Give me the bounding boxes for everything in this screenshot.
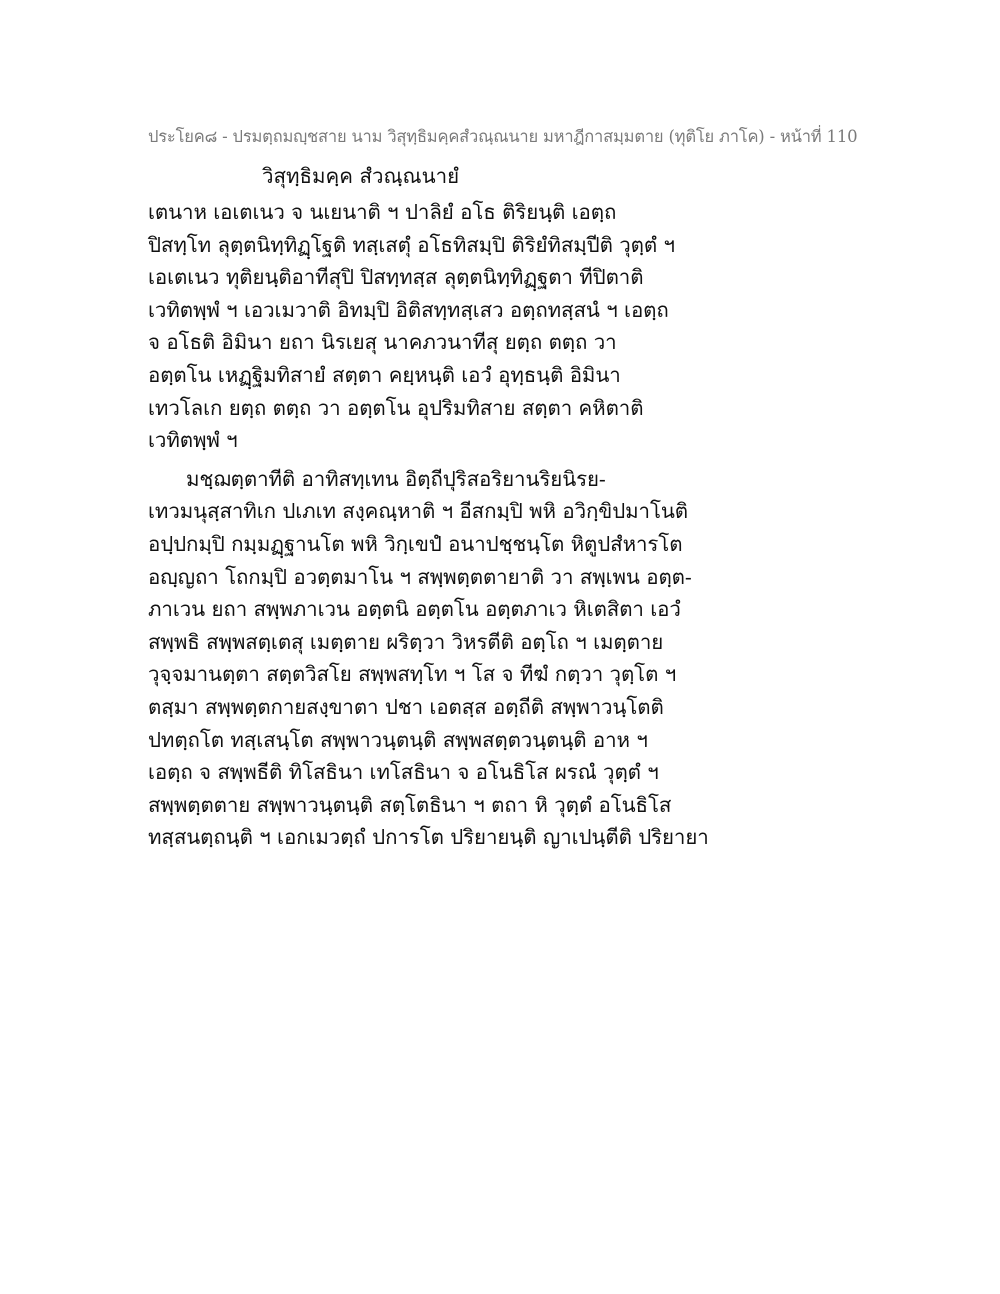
paragraph-2 — [148, 463, 708, 854]
text-line: เอเตเนว ทุติยนฺติอาทีสุปิ ปิสทฺทสฺส ลุตฺตนิทฺทิฏฺฐตา ทีปิตาติ — [148, 265, 644, 290]
text-line: จ อโธติ อิมินา ยถา นิรเยสุ นาคภวนาทีสุ ยตฺถ ตตฺถ วา — [148, 330, 617, 355]
text-line: เทวมนุสฺสาทิเก ปเภเท สงฺคณฺหาติ ฯ อีสกมฺปิ พหิ อวิกฺขิปมาโนติ — [148, 499, 688, 524]
text-line: ตสฺมา สพฺพตฺตกายสงฺขาตา ปชา เอตสฺส อตฺถีติ สพฺพาวนฺโตติ — [148, 694, 664, 719]
text-line-indented: มชฺฌตฺตาทีติ อาทิสทฺเทน อิตฺถีปุริสอริยานริยนิรย- — [186, 466, 606, 491]
body-text — [148, 196, 708, 854]
text-line: ปทตฺถโต ทสฺเสนฺโต สพฺพาวนฺตนฺติ สพฺพสตฺตวนฺตนฺติ อาห ฯ — [148, 727, 648, 752]
text-line: ทสฺสนตฺถนฺติ ฯ เอกเมวตฺถํ ปการโต ปริยายนฺติ ญาเปนฺตีติ ปริยายา — [148, 825, 709, 850]
text-line: เตนาห เอเตเนว จ นเยนาติ ฯ ปาลิยํ อโธ ติริยนฺติ เอตฺถ — [148, 200, 617, 224]
text-line: อตฺตโน เหฏฺฐิมทิสายํ สตฺตา คยฺหนฺติ เอวํ อุทฺธนฺติ อิมินา — [148, 362, 621, 387]
text-line: อปฺปกมฺปิ กมฺมฏฺฐานโต พหิ วิกฺเขปํ อนาปชฺชนฺโต หิตูปสํหารโต — [148, 531, 683, 556]
section-title: วิสุทฺธิมคฺค สํวณฺณนายํ — [262, 164, 460, 188]
running-header: ประโยค๘ - ปรมตฺถมญฺชสาย นาม วิสุทฺธิมคฺคสํวณฺณนาย มหาฎีกาสมฺมตาย (ทุติโย ภาโค) - หน้าที่ 110 — [148, 127, 858, 146]
text-line: เวทิตพฺพํ ฯ — [148, 428, 238, 453]
paragraph-1 — [148, 196, 708, 457]
text-line: สพฺพตฺตตาย สพฺพาวนฺตนฺติ สตฺโตธินา ฯ ตถา หิ วุตฺตํ อโนธิโส — [148, 792, 672, 817]
text-line: ปิสทฺโท ลุตฺตนิทฺทิฏฺโฐติ ทสฺเสตุํ อโธทิสมฺปิ ติริยํทิสมฺปีติ วุตฺตํ ฯ — [148, 232, 675, 257]
text-line: อญฺญถา โถกมฺปิ อวตฺตมาโน ฯ สพฺพตฺตตายาติ วา สพฺเพน อตฺต- — [148, 564, 692, 589]
text-line: เทวโลเก ยตฺถ ตตฺถ วา อตฺตโน อุปริมทิสาย สตฺตา คหิตาติ — [148, 395, 644, 420]
text-line: วุจฺจมานตฺตา สตฺตวิสโย สพฺพสทฺโท ฯ โส จ ทีฆํ กตฺวา วุตฺโต ฯ — [148, 662, 677, 687]
text-line: เวทิตพฺพํ ฯ เอวเมวาติ อิทมฺปิ อิติสทฺทสฺเสว อตฺถทสฺสนํ ฯ เอตฺถ — [148, 297, 669, 322]
text-line: สพฺพธิ สพฺพสตฺเตสุ เมตฺตาย ผริตฺวา วิหรตีติ อตฺโถ ฯ เมตฺตาย — [148, 629, 664, 654]
text-line: ภาเวน ยถา สพฺพภาเวน อตฺตนิ อตฺตโน อตฺตภาเว หิเตสิตา เอวํ — [148, 597, 681, 622]
text-line: เอตฺถ จ สพฺพธีติ ทิโสธินา เทโสธินา จ อโนธิโส ผรณํ วุตฺตํ ฯ — [148, 760, 659, 785]
